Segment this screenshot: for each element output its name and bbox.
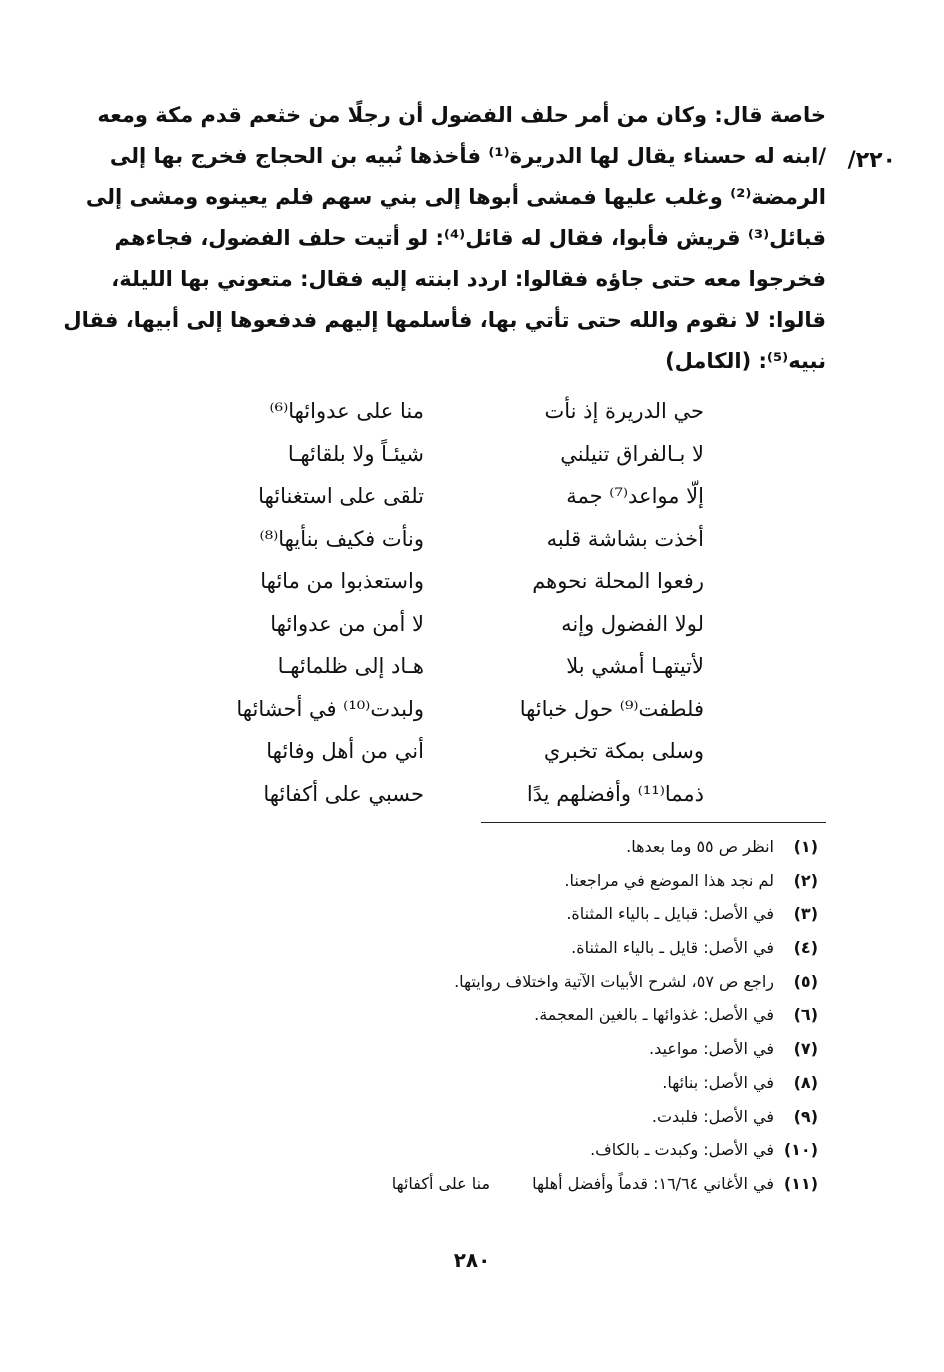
verse-second-hemistich: هـاد إلى ظلمائهـا xyxy=(277,654,424,678)
poem xyxy=(234,390,704,815)
footnote-number: (٩) xyxy=(793,1106,818,1126)
poem-verse xyxy=(234,773,704,816)
poem-verse xyxy=(234,433,704,476)
prose-line: خاصة قال: وكان من أمر حلف الفضول أن رجلًا من خثعم قدم مكة ومعه xyxy=(97,103,826,127)
margin-page-reference: ٢٢٠/ xyxy=(847,148,896,173)
footnote xyxy=(118,1167,818,1201)
prose-line: قالوا: لا نقوم والله حتى تأتي بها، فأسلمها إليهم فدفعوها إلى أبيها، فقال xyxy=(63,308,826,332)
prose-line: الرمضة⁽²⁾ وغلب عليها فمشى أبوها إلى بني سهم فلم يعينوه ومشى إلى xyxy=(85,185,826,209)
footnote-separator xyxy=(481,822,826,823)
footnote xyxy=(118,998,818,1032)
verse-second-hemistich: ونأت فكيف بنأيها⁽⁸⁾ xyxy=(259,526,424,551)
footnote-text: في الأصل: قبايل ـ بالياء المثناة. xyxy=(566,904,774,924)
verse-first-hemistich: لولا الفضول وإنه xyxy=(561,611,704,636)
poem-verse xyxy=(234,645,704,688)
footnote-text: في الأصل: مواعيد. xyxy=(649,1039,774,1059)
footnote xyxy=(118,1066,818,1100)
verse-first-hemistich: وسلى بمكة تخبري xyxy=(543,739,704,763)
poem-verse xyxy=(234,560,704,603)
footnote-text: في الأصل: وكبدت ـ بالكاف. xyxy=(590,1140,774,1160)
verse-second-hemistich: حسبي على أكفائها xyxy=(263,781,424,806)
footnote xyxy=(118,864,818,898)
footnote xyxy=(118,965,818,999)
prose-paragraph xyxy=(63,95,826,382)
verse-first-hemistich: أخذت بشاشة قلبه xyxy=(546,526,704,551)
footnote-number: (٧) xyxy=(793,1039,818,1059)
footnote-text: في الأصل: غذوائها ـ بالغين المعجمة. xyxy=(534,1005,774,1025)
poem-verse xyxy=(234,688,704,731)
footnote-number: (٨) xyxy=(793,1072,818,1092)
verse-second-hemistich: تلقى على استغنائها xyxy=(258,484,424,508)
verse-second-hemistich: ولبدت⁽¹⁰⁾ في أحشائها xyxy=(236,696,424,721)
page-number: ٢٨٠ xyxy=(453,1248,491,1272)
footnote-variant-hemistich: منا على أكفائها xyxy=(391,1173,491,1193)
footnote-text: في الأصل: قايل ـ بالياء المثناة. xyxy=(571,938,774,958)
prose-line: نبيه⁽⁵⁾: (الكامل) xyxy=(665,349,826,373)
footnote xyxy=(118,931,818,965)
footnote-text: في الأصل: فلبدت. xyxy=(651,1106,774,1126)
footnote-number: (١٠) xyxy=(783,1140,818,1160)
verse-first-hemistich: لأتيتهـا أمشي بلا xyxy=(566,654,704,678)
poem-verse xyxy=(234,475,704,518)
verse-first-hemistich: فلطفت⁽⁹⁾ حول خبائها xyxy=(519,696,704,721)
footnote-number: (٦) xyxy=(793,1005,818,1025)
poem-verse xyxy=(234,390,704,433)
verse-first-hemistich: لا بـالفراق تنيلني xyxy=(560,441,704,466)
footnote-number: (١١) xyxy=(783,1173,818,1193)
footnote xyxy=(118,830,818,864)
footnote xyxy=(118,1032,818,1066)
prose-line: فخرجوا معه حتى جاؤه فقالوا: اردد ابنته إليه فقال: متعوني بها الليلة، xyxy=(111,267,826,291)
verse-second-hemistich: واستعذبوا من مائها xyxy=(260,569,424,593)
footnote-number: (٥) xyxy=(793,971,818,991)
footnote xyxy=(118,897,818,931)
prose-line: قبائل⁽³⁾ قريش فأبوا، فقال له قائل⁽⁴⁾: لو أتيت حلف الفضول، فجاءهم xyxy=(114,226,826,250)
poem-verse xyxy=(234,603,704,646)
prose-line: /ابنه له حسناء يقال لها الدريرة⁽¹⁾ فأخذها نُبيه بن الحجاج فخرج بها إلى xyxy=(109,144,826,168)
footnote-number: (٣) xyxy=(793,904,818,924)
verse-second-hemistich: شيئـاً ولا بلقائهـا xyxy=(287,441,424,466)
footnotes xyxy=(118,830,818,1201)
verse-first-hemistich: حي الدريرة إذ نأت xyxy=(544,399,704,423)
footnote-number: (٢) xyxy=(793,870,818,890)
verse-first-hemistich: ذمما⁽¹¹⁾ وأفضلهم يدًا xyxy=(526,781,704,806)
footnote-text: لم نجد هذا الموضع في مراجعنا. xyxy=(564,870,774,890)
footnote-text: في الأصل: بنائها. xyxy=(662,1072,774,1092)
footnote-text: راجع ص ٥٧، لشرح الأبيات الآتية واختلاف روايتها. xyxy=(454,971,774,991)
verse-second-hemistich: أني من أهل وفائها xyxy=(266,739,424,763)
footnote xyxy=(118,1133,818,1167)
footnote-number: (١) xyxy=(793,837,818,856)
footnote-text: في الأغاني ١٦/٦٤: قدماً وأفضل أهلها xyxy=(532,1173,774,1193)
poem-verse xyxy=(234,518,704,561)
footnote-number: (٤) xyxy=(793,938,818,958)
verse-second-hemistich: منا على عدوائها⁽⁶⁾ xyxy=(269,399,424,423)
footnote xyxy=(118,1100,818,1134)
verse-first-hemistich: رفعوا المحلة نحوهم xyxy=(532,569,704,593)
verse-first-hemistich: إلّا مواعد⁽⁷⁾ جمة xyxy=(566,484,704,508)
footnote-text: انظر ص ٥٥ وما بعدها. xyxy=(626,837,774,856)
poem-verse xyxy=(234,730,704,773)
verse-second-hemistich: لا أمن من عدوائها xyxy=(270,611,424,636)
